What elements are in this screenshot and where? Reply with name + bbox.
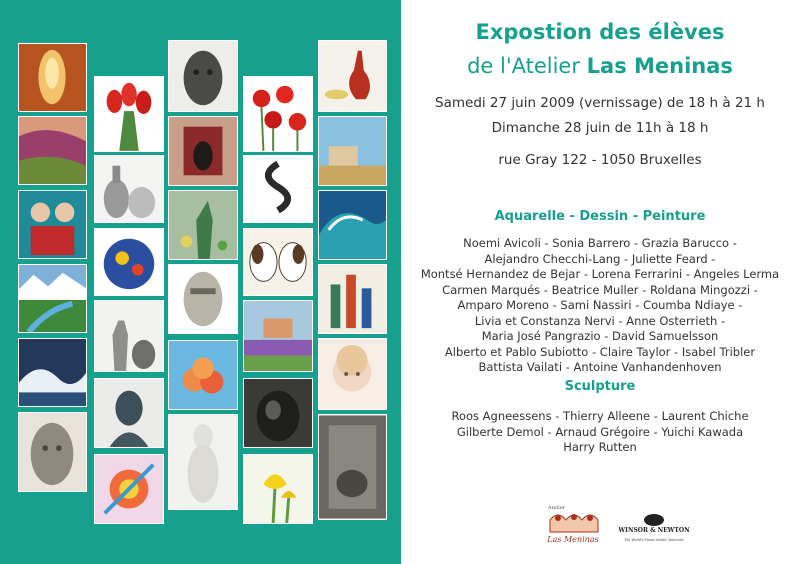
artwork-thumbnail xyxy=(243,378,313,448)
artwork-thumbnail xyxy=(168,340,238,410)
event-date-saturday: Samedi 27 juin 2009 (vernissage) de 18 h à 21 h xyxy=(435,95,765,111)
artwork-thumbnail xyxy=(318,190,387,260)
artwork-thumbnail xyxy=(94,378,164,448)
atelier-logo xyxy=(544,502,602,546)
artwork-thumbnail xyxy=(94,228,164,296)
artwork-thumbnail xyxy=(168,40,238,112)
artist-line: Maria José Pangrazio - David Samuelsson xyxy=(481,329,719,343)
event-address: rue Gray 122 - 1050 Bruxelles xyxy=(498,152,702,168)
sponsor-name: WINSOR & NEWTON xyxy=(619,527,689,534)
artwork-thumbnail xyxy=(18,264,87,333)
artwork-thumbnail xyxy=(94,155,164,223)
painting-heading: Aquarelle - Dessin - Peinture xyxy=(494,209,706,224)
artwork-thumbnail xyxy=(243,300,313,372)
winsor-newton-logo xyxy=(619,510,689,546)
artist-line: Noemi Avicoli - Sonia Barrero - Grazia Barucco - xyxy=(463,236,737,250)
artwork-thumbnail xyxy=(168,414,238,510)
artwork-thumbnail xyxy=(18,338,87,407)
artist-line: Harry Rutten xyxy=(563,440,637,454)
painting-artist-list xyxy=(401,236,799,376)
sculpture-heading: Sculpture xyxy=(564,379,636,394)
artwork-thumbnail xyxy=(94,454,164,524)
text-panel xyxy=(401,0,799,564)
artwork-thumbnail xyxy=(318,414,387,520)
artwork-thumbnail xyxy=(94,76,164,152)
event-date-sunday: Dimanche 28 juin de 11h à 18 h xyxy=(491,120,709,136)
artwork-thumbnail xyxy=(318,116,387,186)
sponsor-tagline: The World's Finest Artists' Materials xyxy=(624,538,684,542)
artist-line: Amparo Moreno - Sami Nassiri - Coumba Ndiaye - xyxy=(457,298,743,312)
artwork-thumbnail xyxy=(168,264,238,334)
artwork-thumbnail xyxy=(243,228,313,296)
artwork-thumbnail xyxy=(168,190,238,260)
artwork-thumbnail xyxy=(243,454,313,524)
artwork-thumbnail xyxy=(168,116,238,186)
atelier-title-prefix: de l'Atelier xyxy=(467,54,587,78)
artist-line: Gilberte Demol - Arnaud Grégoire - Yuichi Kawada xyxy=(456,424,744,439)
atelier-name: Las Meninas xyxy=(586,54,733,78)
atelier-logo-name: Las Meninas xyxy=(547,535,599,544)
artwork-thumbnail xyxy=(18,43,87,112)
atelier-title xyxy=(401,54,799,78)
artwork-thumbnail xyxy=(318,264,387,334)
artist-line: Alejandro Checchi-Lang - Juliette Feard - xyxy=(484,251,716,266)
artist-line: Alberto et Pablo Subiotto - Claire Taylor - Isabel Tribler xyxy=(444,344,756,359)
artwork-thumbnail xyxy=(18,190,87,259)
artwork-thumbnail xyxy=(94,300,164,372)
sculpture-artist-list xyxy=(401,409,799,456)
artist-line: Roos Agneessens - Thierry Alleene - Laurent Chiche xyxy=(451,409,749,423)
exhibition-title: Expostion des élèves xyxy=(475,20,725,44)
artwork-thumbnail xyxy=(243,76,313,152)
artwork-thumbnail xyxy=(18,116,87,185)
artist-line: Montsé Hernandez de Bejar - Lorena Ferrarini - Angeles Lerma xyxy=(420,267,780,281)
artwork-thumbnail xyxy=(243,155,313,223)
artwork-thumbnail xyxy=(18,412,87,492)
artwork-thumbnail xyxy=(318,40,387,112)
artist-line: Livia et Constanza Nervi - Anne Osterrieth - xyxy=(474,313,726,328)
artwork-thumbnail xyxy=(318,338,387,410)
artist-line: Battista Vailati - Antoine Vanhandenhoven xyxy=(478,360,722,374)
artist-line: Carmen Marqués - Beatrice Muller - Roldana Mingozzi - xyxy=(442,282,758,297)
atelier-logo-small: Atelier xyxy=(548,505,566,511)
